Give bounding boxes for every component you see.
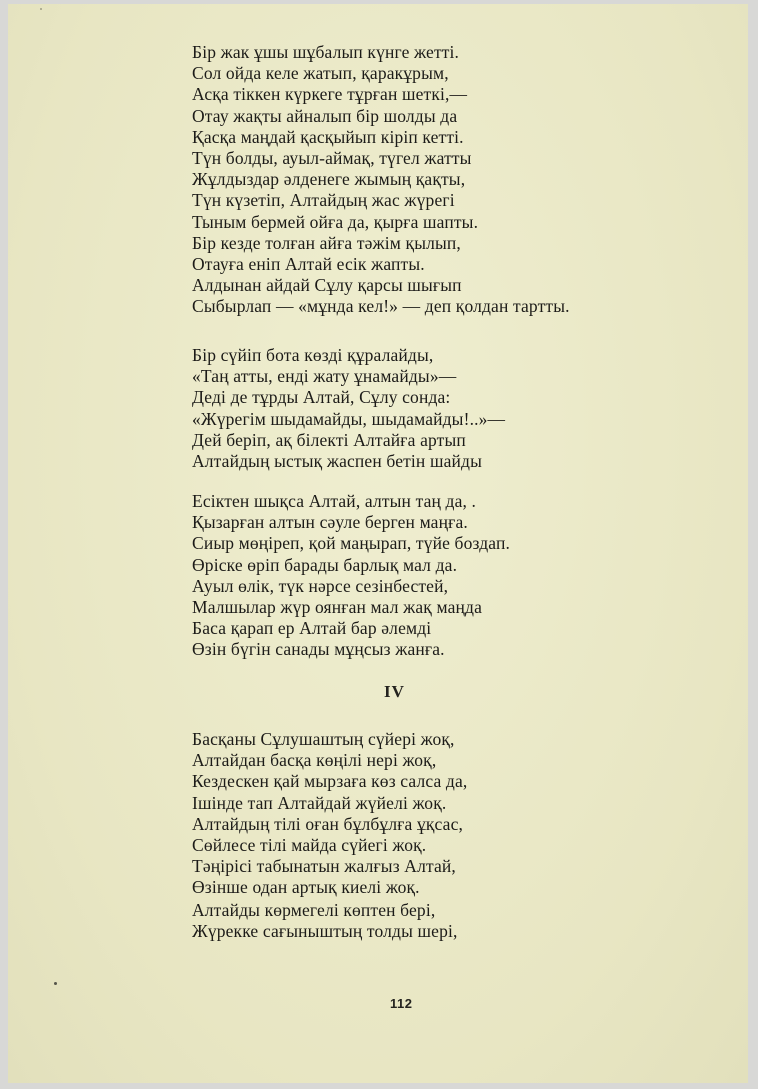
poem-line: Есіктен шықса Алтай, алтын таң да, . xyxy=(192,491,477,511)
poem-line: Бір жак ұшы шұбалып күнге жетті. xyxy=(192,42,460,62)
stanza-3 xyxy=(192,491,510,661)
poem-line: Ішінде тап Алтайдай жүйелі жоқ. xyxy=(192,792,447,813)
poem-line: Сыбырлап — «мұнда кел!» — деп қолдан тартты. xyxy=(192,296,570,317)
poem-line: Жұлдыздар әлденеге жымың қақты, xyxy=(192,169,466,190)
poem-line: Отау жақты айналып бір шолды да xyxy=(192,105,458,126)
poem-line: Өзінше одан артық киелі жоқ. xyxy=(192,877,420,898)
poem-line: «Таң атты, енді жату ұнамайды»— xyxy=(192,366,457,387)
poem-line: «Жүрегім шыдамайды, шыдамайды!..»— xyxy=(192,408,506,429)
stanza-2 xyxy=(192,345,505,472)
poem-line: Түн күзетіп, Алтайдың жас жүрегі xyxy=(192,190,455,211)
stanza-4 xyxy=(192,729,467,899)
book-page xyxy=(8,4,748,1083)
poem-line: Алтайды көрмегелі көптен бері, xyxy=(192,900,436,920)
poem-line: Алтайдың тілі оған бұлбұлға ұқсас, xyxy=(192,813,464,834)
poem-line: Өріске өріп барады барлық мал да. xyxy=(192,554,458,575)
poem-line: Алтайдың ыстық жаспен бетін шайды xyxy=(192,450,482,471)
poem-line: Баса қарап ер Алтай бар әлемді xyxy=(192,618,432,639)
poem-line: Алдынан айдай Сұлу қарсы шығып xyxy=(192,275,462,296)
poem-line: Жүрекке сағыныштың толды шері, xyxy=(192,921,458,942)
poem-line: Тыным бермей ойға да, қырға шапты. xyxy=(192,211,479,232)
poem-line: Алтайдан басқа көңілі нері жоқ, xyxy=(192,750,437,771)
scan-speck xyxy=(40,8,42,10)
poem-line: Бір кезде толған айға тәжім қылып, xyxy=(192,232,461,253)
poem-line: Кездескен қай мырзаға көз салса да, xyxy=(192,771,468,792)
scan-speck xyxy=(54,982,57,985)
poem-line: Деді де тұрды Алтай, Сұлу сонда: xyxy=(192,387,451,408)
stanza-5 xyxy=(192,900,458,942)
poem-line: Бір сүйіп бота көзді құралайды, xyxy=(192,345,434,365)
poem-line: Сөйлесе тілі майда сүйегі жоқ. xyxy=(192,834,427,855)
chapter-heading: IV xyxy=(384,682,405,701)
stanza-1 xyxy=(192,42,570,317)
poem-line: Ауыл өлік, түк нәрсе сезінбестей, xyxy=(192,575,449,596)
poem-line: Қызарған алтын сәуле берген маңға. xyxy=(192,512,468,533)
poem-line: Түн болды, ауыл-аймақ, түгел жатты xyxy=(192,147,472,168)
poem-line: Қасқа маңдай қасқыйып кіріп кетті. xyxy=(192,126,464,147)
poem-line: Тәңірісі табынатын жалғыз Алтай, xyxy=(192,856,456,877)
poem-line: Сол ойда келе жатып, қаракұрым, xyxy=(192,63,449,84)
poem-line: Отауға еніп Алтай есік жапты. xyxy=(192,253,425,274)
page-number: 112 xyxy=(390,996,413,1011)
poem-line: Сиыр мөңіреп, қой маңырап, түйе боздап. xyxy=(192,533,511,554)
poem-line: Малшылар жүр оянған мал жақ маңда xyxy=(192,596,482,617)
poem-line: Асқа тіккен күркеге тұрған шеткі,— xyxy=(192,84,468,105)
poem-line: Өзін бүгін санады мұңсыз жанға. xyxy=(192,639,445,660)
poem-line: Басқаны Сұлушаштың сүйері жоқ, xyxy=(192,729,455,749)
poem-line: Дей беріп, ақ білекті Алтайға артып xyxy=(192,429,466,450)
